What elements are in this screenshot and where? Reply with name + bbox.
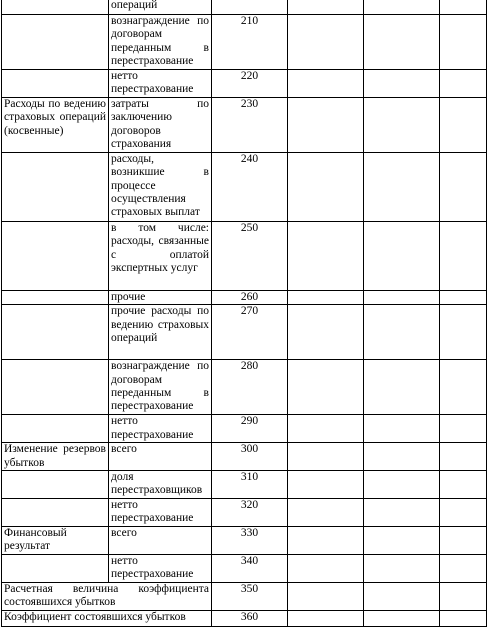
value-cell — [288, 443, 364, 471]
table-row — [2, 499, 487, 527]
row-code-cell: 280 — [212, 360, 288, 415]
value-cell — [440, 0, 487, 15]
row-item-cell: нетто перестрахование — [109, 415, 212, 443]
table-row — [2, 471, 487, 499]
row-category-cell — [2, 554, 109, 582]
value-cell — [288, 360, 364, 415]
row-label-cell: Расчетная величина коэффициента состоявшихся убытков — [2, 582, 212, 610]
row-category-cell — [2, 15, 109, 70]
row-category-cell — [2, 0, 109, 15]
value-cell — [364, 554, 440, 582]
value-cell — [440, 554, 487, 582]
table-row — [2, 360, 487, 415]
row-code-cell: 300 — [212, 443, 288, 471]
value-cell — [288, 305, 364, 360]
row-code-cell: 340 — [212, 554, 288, 582]
value-cell — [364, 0, 440, 15]
row-item-cell: вознаграждение по договорам переданным в перестрахование — [109, 360, 212, 415]
row-category-cell — [2, 290, 109, 304]
row-category-cell: Расходы по ведению страховых операций (косвенные) — [2, 97, 109, 152]
row-category-cell — [2, 471, 109, 499]
value-cell — [288, 70, 364, 98]
value-cell — [364, 582, 440, 610]
row-code-cell: 220 — [212, 70, 288, 98]
value-cell — [440, 221, 487, 290]
row-item-cell: прочие расходы по ведению страховых операций — [109, 305, 212, 360]
row-item-cell: вознаграждение по договорам переданным в перестрахование — [109, 15, 212, 70]
insurance-report-table — [1, 0, 487, 627]
row-label-cell: Коэффициент состоявшихся убытков — [2, 610, 212, 626]
row-item-cell: затраты по заключению договоров страхования — [109, 97, 212, 152]
value-cell — [288, 152, 364, 221]
value-cell — [440, 305, 487, 360]
row-code-cell: 210 — [212, 15, 288, 70]
table-row — [2, 290, 487, 304]
row-category-cell: Изменение резервов убытков — [2, 443, 109, 471]
value-cell — [288, 499, 364, 527]
table-row — [2, 610, 487, 626]
value-cell — [288, 582, 364, 610]
row-item-cell: в том числе: расходы, связанные с оплатой экспертных услуг — [109, 221, 212, 290]
value-cell — [440, 443, 487, 471]
row-code-cell — [212, 0, 288, 15]
row-item-cell: операций — [109, 0, 212, 15]
table-row — [2, 443, 487, 471]
value-cell — [288, 415, 364, 443]
value-cell — [288, 221, 364, 290]
row-item-cell: всего — [109, 443, 212, 471]
row-category-cell — [2, 221, 109, 290]
value-cell — [288, 290, 364, 304]
value-cell — [288, 554, 364, 582]
row-code-cell: 360 — [212, 610, 288, 626]
value-cell — [364, 290, 440, 304]
row-category-cell: Финансовый результат — [2, 527, 109, 555]
row-category-cell — [2, 70, 109, 98]
value-cell — [440, 97, 487, 152]
table-row — [2, 221, 487, 290]
table-row — [2, 15, 487, 70]
value-cell — [288, 527, 364, 555]
row-code-cell: 310 — [212, 471, 288, 499]
value-cell — [288, 610, 364, 626]
value-cell — [440, 290, 487, 304]
row-category-cell — [2, 360, 109, 415]
table-row — [2, 305, 487, 360]
row-code-cell: 260 — [212, 290, 288, 304]
row-code-cell: 230 — [212, 97, 288, 152]
value-cell — [364, 610, 440, 626]
value-cell — [364, 97, 440, 152]
value-cell — [364, 527, 440, 555]
row-item-cell: нетто перестрахование — [109, 70, 212, 98]
row-code-cell: 270 — [212, 305, 288, 360]
value-cell — [440, 527, 487, 555]
value-cell — [364, 360, 440, 415]
table-row — [2, 415, 487, 443]
row-code-cell: 250 — [212, 221, 288, 290]
value-cell — [288, 0, 364, 15]
value-cell — [440, 582, 487, 610]
value-cell — [364, 15, 440, 70]
row-code-cell: 240 — [212, 152, 288, 221]
row-category-cell — [2, 415, 109, 443]
value-cell — [440, 152, 487, 221]
value-cell — [440, 415, 487, 443]
table-row — [2, 0, 487, 15]
row-item-cell: нетто перестрахование — [109, 554, 212, 582]
table-row — [2, 582, 487, 610]
value-cell — [364, 443, 440, 471]
value-cell — [364, 499, 440, 527]
value-cell — [440, 499, 487, 527]
value-cell — [364, 70, 440, 98]
value-cell — [440, 70, 487, 98]
value-cell — [288, 97, 364, 152]
row-code-cell: 330 — [212, 527, 288, 555]
value-cell — [364, 415, 440, 443]
value-cell — [364, 221, 440, 290]
row-code-cell: 290 — [212, 415, 288, 443]
row-item-cell: прочие — [109, 290, 212, 304]
row-item-cell: нетто перестрахование — [109, 499, 212, 527]
row-code-cell: 320 — [212, 499, 288, 527]
row-category-cell — [2, 152, 109, 221]
table-row — [2, 70, 487, 98]
row-code-cell: 350 — [212, 582, 288, 610]
value-cell — [440, 15, 487, 70]
value-cell — [364, 152, 440, 221]
row-item-cell: доля перестраховщиков — [109, 471, 212, 499]
table-row — [2, 97, 487, 152]
value-cell — [440, 610, 487, 626]
row-category-cell — [2, 499, 109, 527]
row-item-cell: расходы, возникшие в процессе осуществления страховых выплат — [109, 152, 212, 221]
table-row — [2, 152, 487, 221]
value-cell — [288, 15, 364, 70]
value-cell — [288, 471, 364, 499]
table-row — [2, 554, 487, 582]
value-cell — [364, 305, 440, 360]
row-category-cell — [2, 305, 109, 360]
row-item-cell: всего — [109, 527, 212, 555]
table-row — [2, 527, 487, 555]
value-cell — [440, 471, 487, 499]
value-cell — [440, 360, 487, 415]
value-cell — [364, 471, 440, 499]
